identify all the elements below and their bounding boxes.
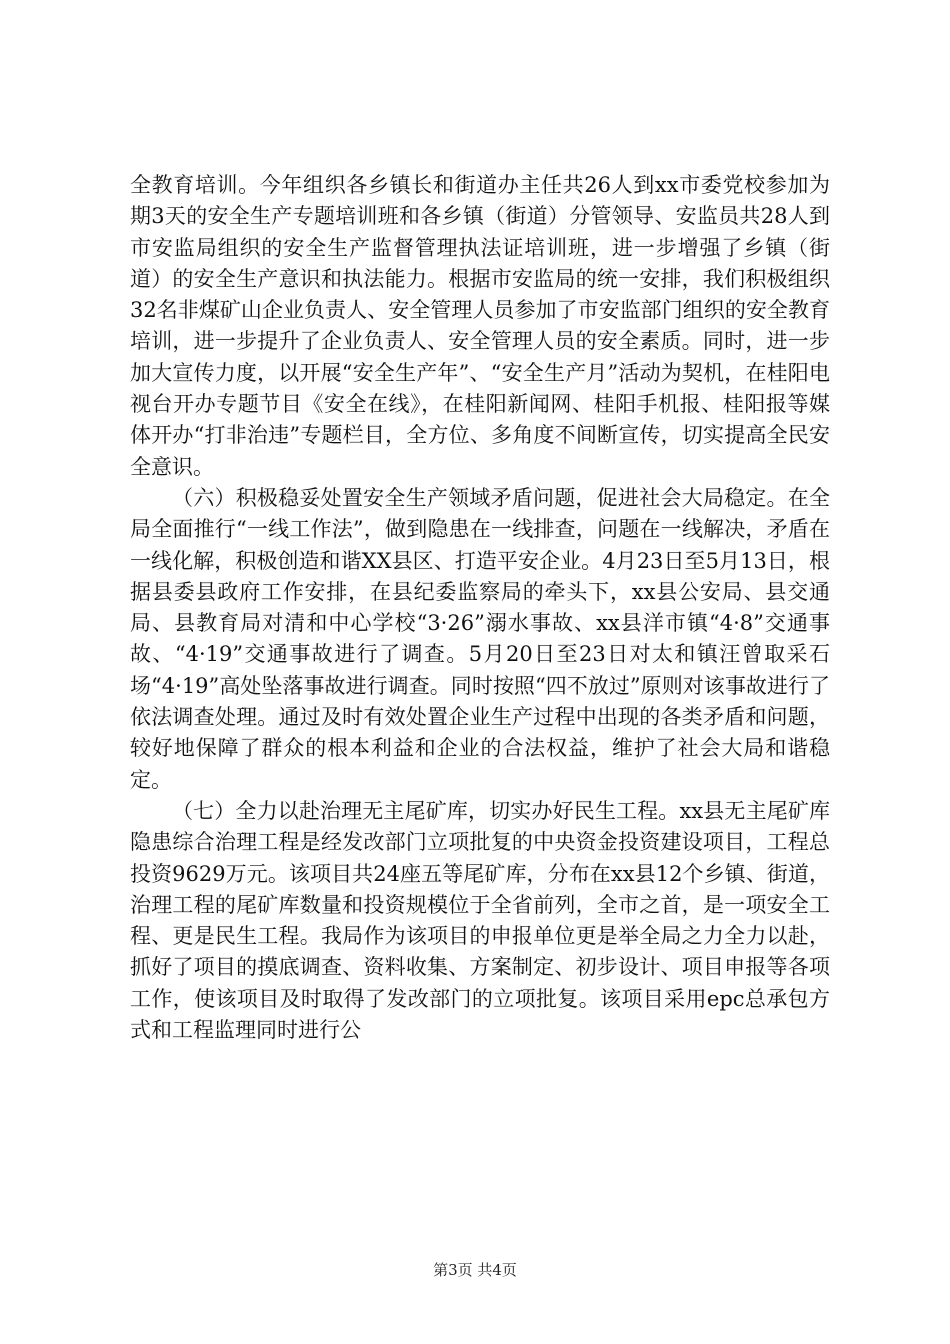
paragraph-1: 全教育培训。今年组织各乡镇长和街道办主任共26人到xx市委党校参加为期3天的安全生产专题培训班和各乡镇（街道）分管领导、安监员共28人到市安监局组织的安全生产监督管理执法证培训班，进一步增强了乡镇（街道）的安全生产意识和执法能力。根据市安监局的统一安排，我们积极组织32名非煤矿山企业负责人、安全管理人员参加了市安监部门组织的安全教育培训，进一步提升了企业负责人、安全管理人员的安全素质。同时，进一步加大宣传力度，以开展“安全生产年”、“安全生产月”活动为契机，在桂阳电视台开办专题节目《安全在线》，在桂阳新闻网、桂阳手机报、桂阳报等媒体开办“打非治违”专题栏目，全方位、多角度不间断宣传，切实提高全民安全意识。 bbox=[130, 173, 830, 479]
page-footer: 第3页 共4页 bbox=[433, 1261, 517, 1279]
paragraph-2: （六）积极稳妥处置安全生产领域矛盾问题，促进社会大局稳定。在全局全面推行“一线工作法”，做到隐患在一线排查，问题在一线解决，矛盾在一线化解，积极创造和谐XX县区、打造平安企业。4月23日至5月13日，根据县委县政府工作安排，在县纪委监察局的牵头下，xx县公安局、县交通局、县教育局对清和中心学校“3·26”溺水事故、xx县洋市镇“4·8”交通事故、“4·19”交通事故进行了调查。5月20日至23日对太和镇汪曾取采石场“4·19”高处坠落事故进行调查。同时按照“四不放过”原则对该事故进行了依法调查处理。通过及时有效处置企业生产过程中出现的各类矛盾和问题，较好地保障了群众的根本利益和企业的合法权益，维护了社会大局和谐稳定。 bbox=[130, 485, 830, 792]
body-text bbox=[130, 170, 830, 1046]
paragraph-3: （七）全力以赴治理无主尾矿库，切实办好民生工程。xx县无主尾矿库隐患综合治理工程是经发改部门立项批复的中央资金投资建设项目，工程总投资9629万元。该项目共24座五等尾矿库，分布在xx县12个乡镇、街道，治理工程的尾矿库数量和投资规模位于全省前列，全市之首，是一项安全工程、更是民生工程。我局作为该项目的申报单位更是举全局之力全力以赴，抓好了项目的摸底调查、资料收集、方案制定、初步设计、项目申报等各项工作，使该项目及时取得了发改部门的立项批复。该项目采用epc总承包方式和工程监理同时进行公 bbox=[130, 798, 830, 1043]
